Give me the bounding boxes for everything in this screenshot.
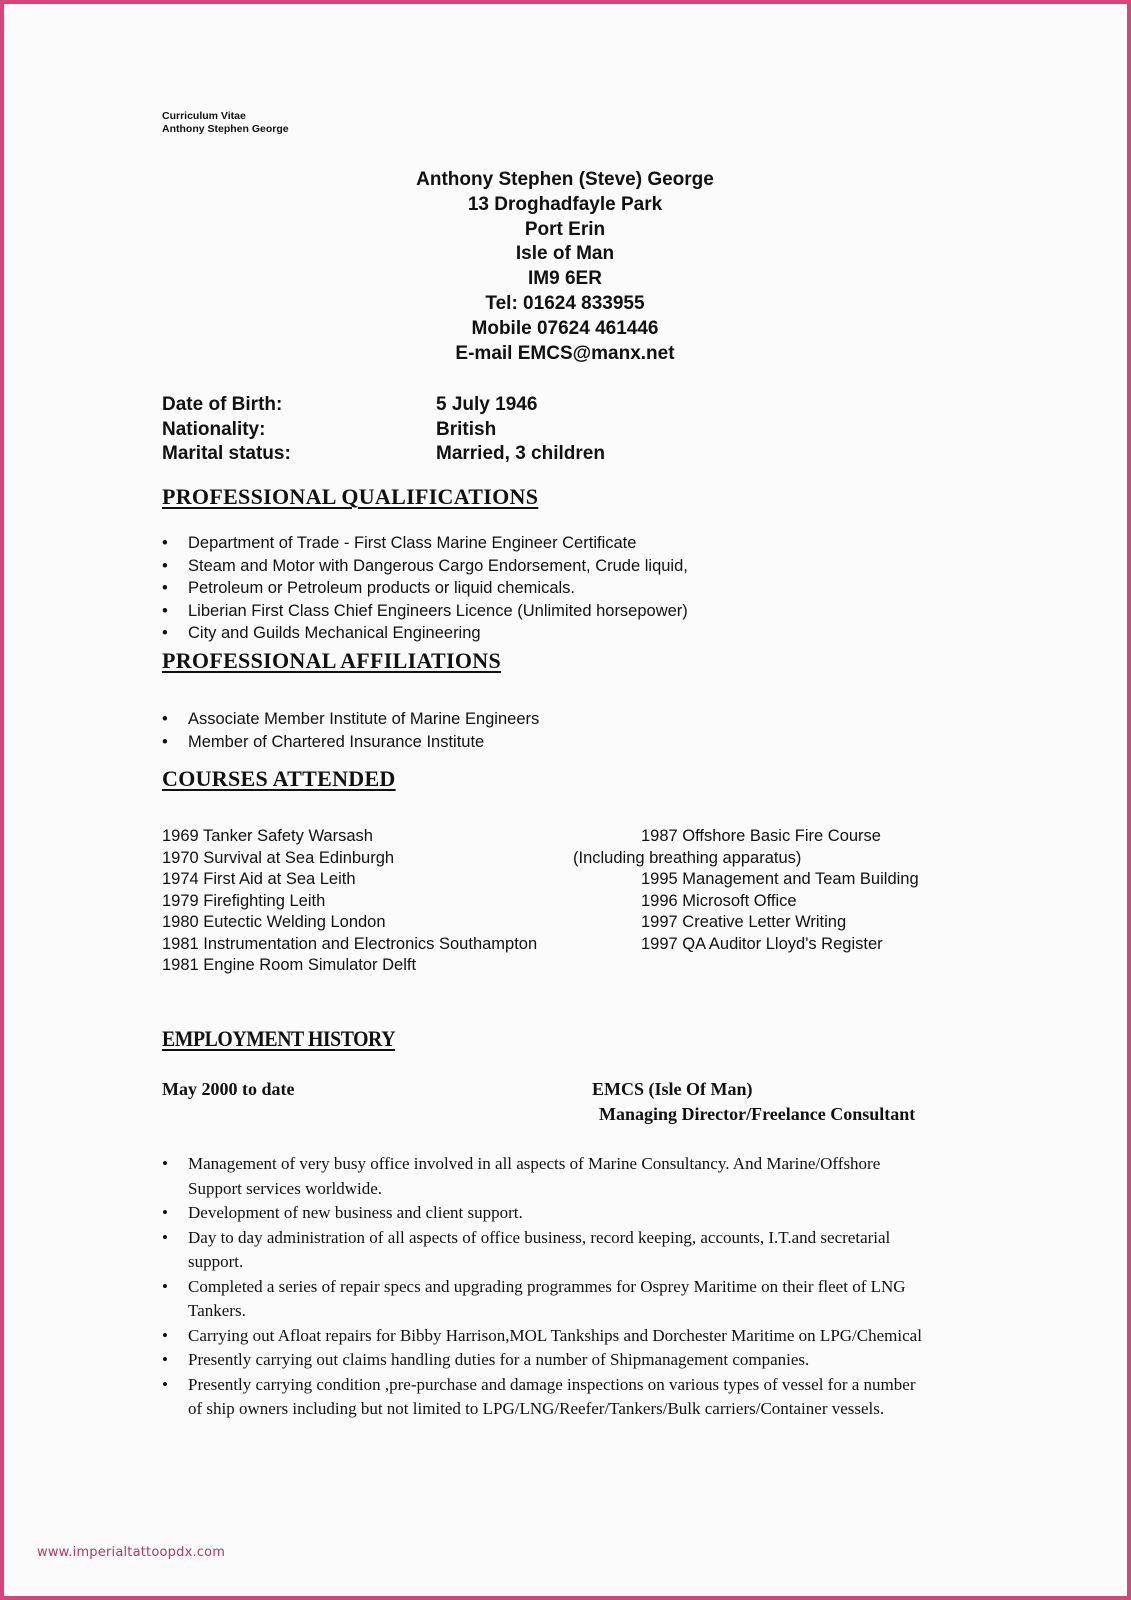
course-item: 1981 Instrumentation and Electronics Southampton xyxy=(162,934,538,953)
list-item: • Day to day administration of all aspects of office business, record keeping, accounts, I.T.and secretarial support. xyxy=(162,1226,928,1275)
job-period: May 2000 to date xyxy=(162,1079,295,1099)
course-item: 1997 QA Auditor Lloyd's Register xyxy=(641,934,883,953)
list-item: • Member of Chartered Insurance Institute xyxy=(162,731,539,754)
course-item: 1981 Engine Room Simulator Delft xyxy=(162,956,417,974)
running-header-title: Curriculum Vitae xyxy=(162,110,246,122)
affiliations-list xyxy=(162,708,539,753)
section-title-courses: COURSES ATTENDED xyxy=(162,766,396,791)
list-item: • Department of Trade - First Class Marine Engineer Certificate xyxy=(162,532,688,555)
dob-label: Date of Birth: xyxy=(162,394,283,415)
section-title-qualifications: PROFESSIONAL QUALIFICATIONS xyxy=(162,484,539,509)
qualifications-list xyxy=(162,532,688,645)
course-item: 1996 Microsoft Office xyxy=(641,891,797,910)
nationality-value: British xyxy=(436,418,497,440)
contact-block xyxy=(340,168,790,366)
job-role: Managing Director/Freelance Consultant xyxy=(599,1104,916,1124)
course-item: 1979 Firefighting Leith xyxy=(162,891,326,910)
course-item: 1970 Survival at Sea Edinburgh xyxy=(162,848,395,867)
list-item: • Management of very busy office involved in all aspects of Marine Consultancy. And Marine/Offshore Support services worldwide. xyxy=(162,1152,928,1201)
personal-details xyxy=(162,393,605,467)
address-line-2: Port Erin xyxy=(524,218,606,240)
list-item: • Development of new business and client support. xyxy=(162,1201,928,1226)
address-line-1: 13 Droghadfayle Park xyxy=(467,193,663,215)
dob-value: 5 July 1946 xyxy=(436,394,538,415)
list-item: • Presently carrying condition ,pre-purchase and damage inspections on various types of vessel for a number of ship owners including but not limited to LPG/LNG/Reefer/Tankers/Bulk carriers/Container vessels. xyxy=(162,1373,928,1422)
list-item: • Associate Member Institute of Marine Engineers xyxy=(162,708,539,731)
personal-row-nationality xyxy=(162,418,605,443)
list-item: • Steam and Motor with Dangerous Cargo Endorsement, Crude liquid, xyxy=(162,555,688,578)
telephone: Tel: 01624 833955 xyxy=(485,292,645,314)
list-item: • City and Guilds Mechanical Engineering xyxy=(162,622,688,645)
job-duties-list xyxy=(162,1152,928,1422)
course-item: 1995 Management and Team Building xyxy=(641,870,919,888)
nationality-label: Nationality: xyxy=(162,418,266,440)
list-item: • Liberian First Class Chief Engineers Licence (Unlimited horsepower) xyxy=(162,600,688,623)
email[interactable]: E-mail EMCS@manx.net xyxy=(455,342,675,364)
courses-left-column xyxy=(162,826,537,977)
section-title-affiliations: PROFESSIONAL AFFILIATIONS xyxy=(162,648,502,673)
running-header-name: Anthony Stephen George xyxy=(162,123,289,135)
course-item: 1987 Offshore Basic Fire Course xyxy=(641,827,881,845)
section-title-employment: EMPLOYMENT HISTORY xyxy=(162,1026,396,1051)
course-item: 1997 Creative Letter Writing xyxy=(641,913,847,931)
personal-row-marital xyxy=(162,442,605,467)
address-line-3: Isle of Man xyxy=(515,243,615,265)
list-item: • Carrying out Afloat repairs for Bibby Harrison,MOL Tankships and Dorchester Maritime on LPG/Chemical xyxy=(162,1324,928,1349)
candidate-name: Anthony Stephen (Steve) George xyxy=(416,169,714,190)
job-company: EMCS (Isle Of Man) xyxy=(592,1079,753,1099)
marital-value: Married, 3 children xyxy=(436,443,605,464)
list-item: • Presently carrying out claims handling duties for a number of Shipmanagement companies. xyxy=(162,1348,928,1373)
course-item: 1974 First Aid at Sea Leith xyxy=(162,870,356,888)
watermark-link[interactable]: www.imperialtattoopdx.com xyxy=(37,1545,226,1560)
course-item: 1980 Eutectic Welding London xyxy=(162,913,386,931)
running-header xyxy=(162,110,289,136)
marital-label: Marital status: xyxy=(162,443,291,464)
list-item: • Petroleum or Petroleum products or liquid chemicals. xyxy=(162,577,688,600)
course-item: 1969 Tanker Safety Warsash xyxy=(162,827,373,845)
postcode: IM9 6ER xyxy=(528,268,602,290)
list-item: • Completed a series of repair specs and upgrading programmes for Osprey Maritime on their fleet of LNG Tankers. xyxy=(162,1275,928,1324)
mobile: Mobile 07624 461446 xyxy=(471,317,659,339)
course-item-note: (Including breathing apparatus) xyxy=(573,848,802,867)
personal-row-dob xyxy=(162,393,605,418)
